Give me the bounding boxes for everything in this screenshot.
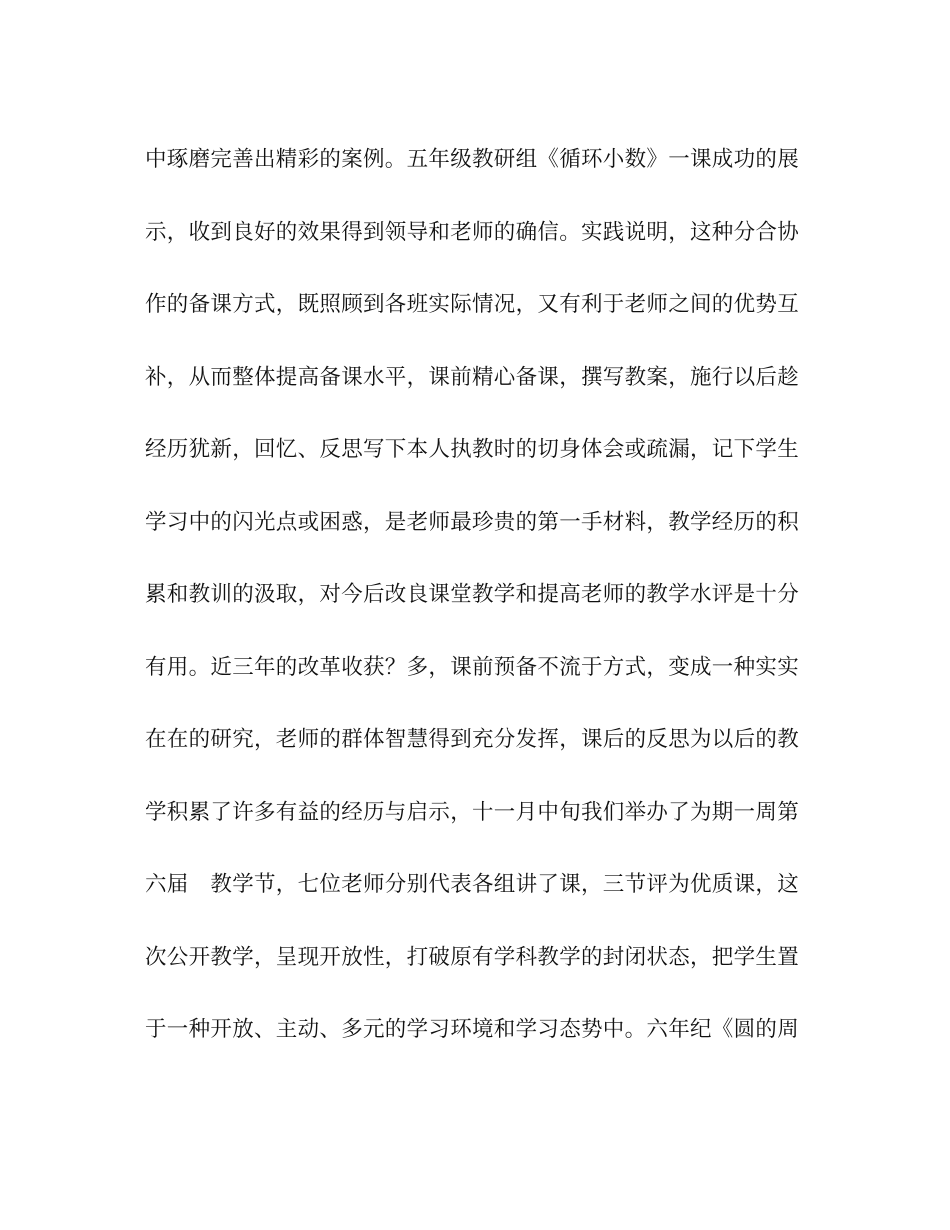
text-line: 累和教训的汲取，对今后改良课堂教学和提高老师的教学水评是十分 [145, 582, 800, 607]
text-line: 示，收到良好的效果得到领导和老师的确信。实践说明，这种分合协 [145, 219, 800, 245]
text-line: 于一种开放、主动、多元的学习环境和学习态势中。六年纪《圆的周 [145, 1017, 800, 1042]
text-line: 在在的研究，老师的群体智慧得到充分发挥，课后的反思为以后的教 [145, 727, 800, 752]
text-line: 补，从而整体提高备课水平，课前精心备课，撰写教案，施行以后趁 [145, 364, 800, 390]
text-line: 作的备课方式，既照顾到各班实际情况，又有利于老师之间的优势互 [145, 292, 800, 317]
text-line: 学习中的闪光点或困惑，是老师最珍贵的第一手材料，教学经历的积 [145, 509, 800, 535]
text-line: 学积累了许多有益的经历与启示，十一月中旬我们举办了为期一周第 [145, 799, 800, 825]
body-text [145, 140, 825, 1083]
text-line: 次公开教学，呈现开放性，打破原有学科教学的封闭状态，把学生置 [145, 944, 800, 970]
text-line: 中琢磨完善出精彩的案例。五年级教研组《循环小数》一课成功的展 [145, 147, 800, 172]
text-line: 经历犹新，回忆、反思写下本人执教时的切身体会或疏漏，记下学生 [145, 437, 800, 462]
text-line: 六届 教学节，七位老师分别代表各组讲了课，三节评为优质课，这 [145, 872, 800, 897]
text-line: 有用。近三年的改革收获？多，课前预备不流于方式，变成一种实实 [145, 654, 800, 680]
